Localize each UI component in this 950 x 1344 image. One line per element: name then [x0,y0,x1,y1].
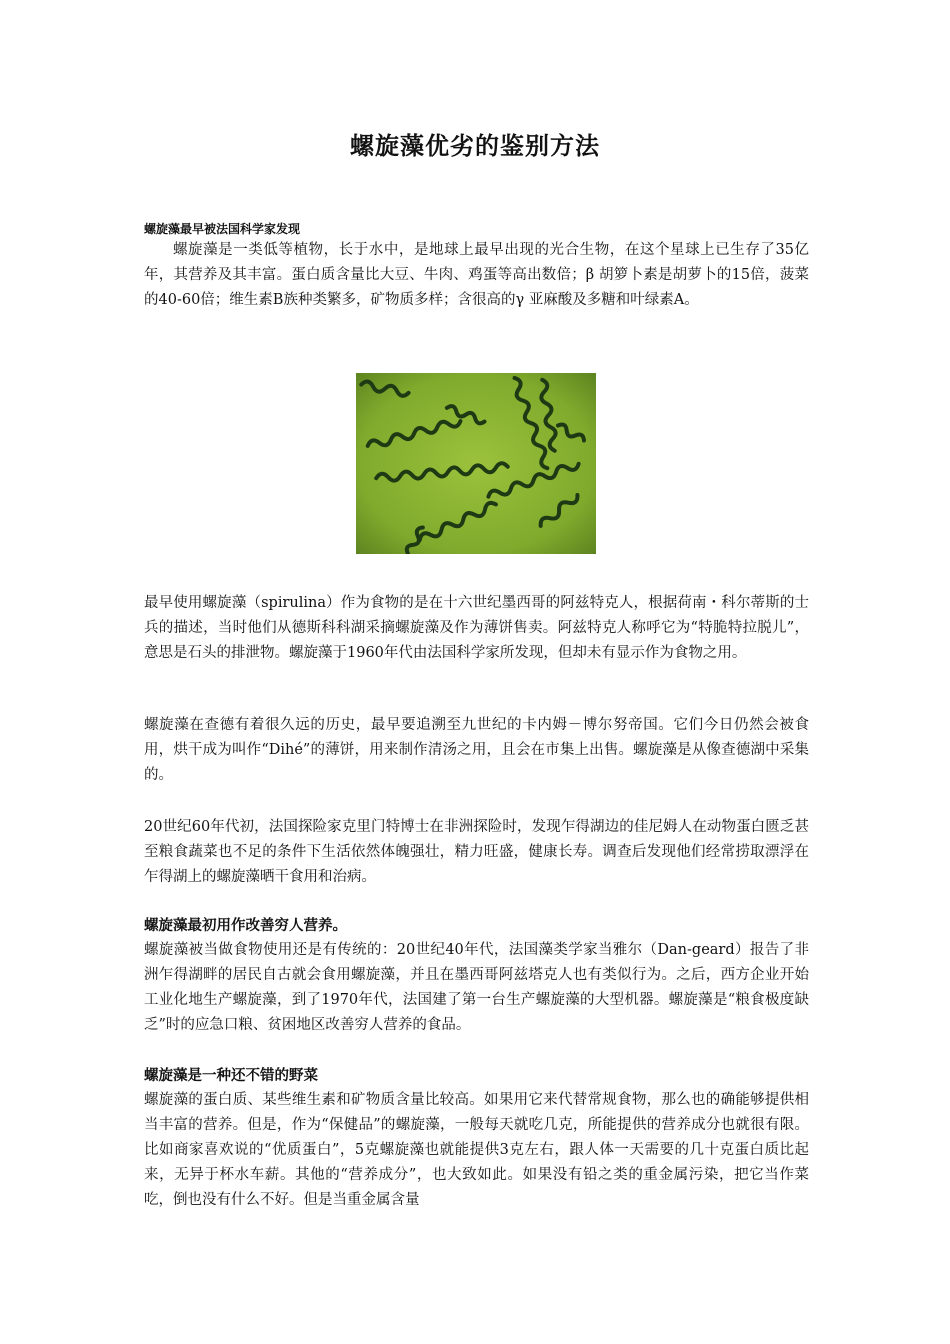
subheading: 螺旋藻最早被法国科学家发现 [144,222,301,236]
spirulina-microscope-image [356,373,596,554]
section-body: 螺旋藻的蛋白质、某些维生素和矿物质含量比较高。如果用它来代替常规食物，那么也的确能够提供相当丰富的营养。但是，作为“保健品”的螺旋藻，一般每天就吃几克，所能提供的营养成分也就很有限。比如商家喜欢说的“优质蛋白”，5克螺旋藻也就能提供3克左右，跟人体一天需要的几十克蛋白质比起来，无异于杯水车薪。其他的“营养成分”，也大致如此。如果没有铅之类的重金属污染，把它当作菜吃，倒也没有什么不好。但是当重金属含量 [144,1092,809,1208]
section-wild-vegetable [144,1063,809,1213]
paragraph-explorer-discovery: 20世纪60年代初，法国探险家克里门特博士在非洲探险时，发现乍得湖边的佳尼姆人在动物蛋白匮乏甚至粮食蔬菜也不足的条件下生活依然体魄强壮，精力旺盛，健康长寿。调查后发现他们经常捞取漂浮在乍得湖上的螺旋藻晒干食用和治病。 [144,819,809,885]
image-background [356,373,596,554]
section-heading: 螺旋藻最初用作改善穷人营养。 [144,917,347,934]
paragraph-aztec-history: 最早使用螺旋藻（spirulina）作为食物的是在十六世纪墨西哥的阿兹特克人，根据荷南・科尔蒂斯的士兵的描述，当时他们从德斯科科湖采摘螺旋藻及作为薄饼售卖。阿兹特克人称呼它为“特脆特拉脱儿”，意思是石头的排泄物。螺旋藻于1960年代由法国科学家所发现，但却未有显示作为食物之用。 [144,595,809,661]
paragraph-chad-history: 螺旋藻在查德有着很久远的历史，最早要追溯至九世纪的卡内姆－博尔努帝国。它们今日仍然会被食用，烘干成为叫作“Dihé”的薄饼，用来制作清汤之用，且会在市集上出售。螺旋藻是从像查德湖中采集的。 [144,717,809,783]
intro-paragraph: 螺旋藻是一类低等植物，长于水中，是地球上最早出现的光合生物，在这个星球上已生存了35亿年，其营养及其丰富。蛋白质含量比大豆、牛肉、鸡蛋等高出数倍；β 胡箩卜素是胡萝卜的15倍，菠菜的40-60倍；维生素B族种类繁多，矿物质多样；含很高的γ 亚麻酸及多糖和叶绿素A。 [144,242,809,308]
section-heading: 螺旋藻是一种还不错的野菜 [144,1067,318,1084]
section-nutrition-for-poor [144,913,809,1038]
document-title: 螺旋藻优劣的鉴别方法 [350,132,600,160]
section-body: 螺旋藻被当做食物使用还是有传统的：20世纪40年代，法国藻类学家当雅尔（Dan-geard）报告了非洲乍得湖畔的居民自古就会食用螺旋藻，并且在墨西哥阿兹塔克人也有类似行为。之后，西方企业开始工业化地生产螺旋藻，到了1970年代，法国建了第一台生产螺旋藻的大型机器。螺旋藻是“粮食极度缺乏”时的应急口粮、贫困地区改善穷人营养的食品。 [144,942,809,1033]
